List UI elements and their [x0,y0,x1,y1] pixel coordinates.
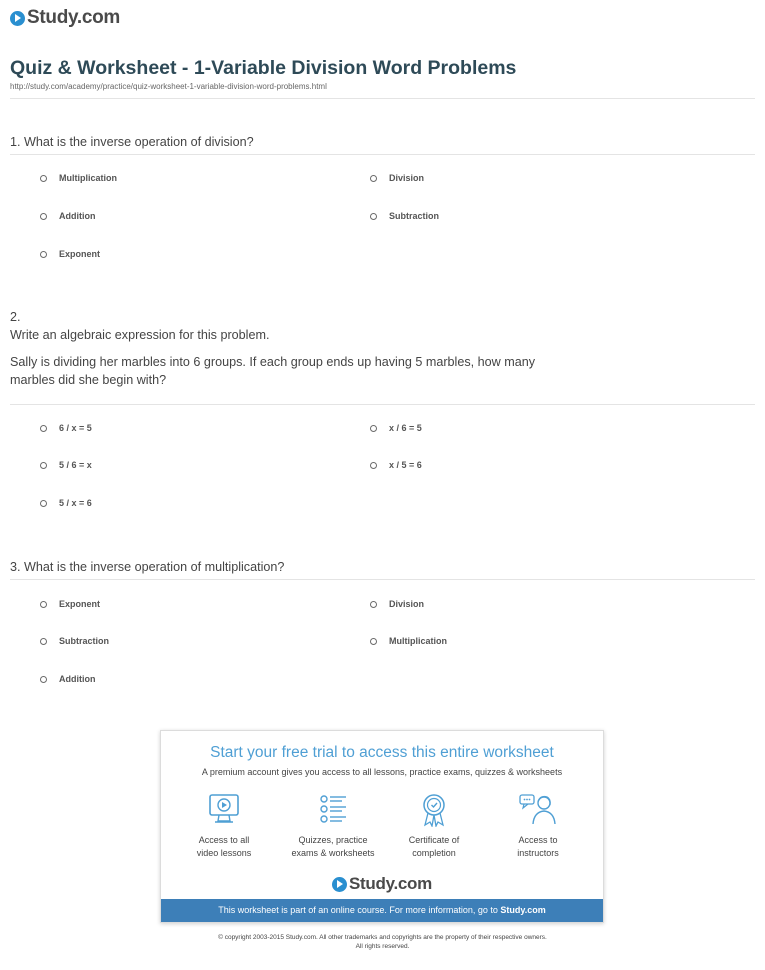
radio-icon[interactable] [40,213,47,220]
radio-icon[interactable] [40,175,47,182]
question-text: 1. What is the inverse operation of division? [10,135,254,149]
answer-option[interactable] [40,423,92,433]
option-label: Subtraction [59,636,110,646]
question-3 [10,558,284,585]
question-text: marbles did she begin with? [10,373,167,387]
answer-option[interactable] [370,599,424,609]
feature-label [278,834,388,860]
feature-line: completion [412,848,456,858]
feature-line: exams & worksheets [291,848,375,858]
radio-icon[interactable] [40,251,47,258]
question-2 [10,308,535,389]
promo-info-bar [161,899,603,922]
promo-subtitle: A premium account gives you access to all lessons, practice exams, quizzes & worksheets [201,767,563,777]
radio-icon[interactable] [40,676,47,683]
feature-video-lessons [169,793,279,860]
question-number: 2. [10,310,21,324]
radio-icon[interactable] [40,500,47,507]
option-label: 6 / x = 5 [59,423,92,433]
feature-instructors [483,793,593,860]
option-label: Multiplication [389,636,447,646]
play-logo-icon [332,877,347,892]
option-label: Subtraction [389,211,440,221]
answer-option[interactable] [370,211,439,221]
answer-option[interactable] [370,173,424,183]
option-label: Division [389,173,425,183]
answer-option[interactable] [40,249,100,259]
study-link[interactable]: Study.com [500,905,546,915]
question-text: Sally is dividing her marbles into 6 groups. If each group ends up having 5 marbles, how many [10,355,536,369]
option-label: Addition [59,674,96,684]
promo-bar-text: This worksheet is part of an online course. For more information, go to [218,905,501,915]
page-url: http://study.com/academy/practice/quiz-worksheet-1-variable-division-word-problems.html [10,82,327,91]
play-logo-icon [10,11,25,26]
instructors-icon [518,793,558,825]
option-label: Exponent [59,599,101,609]
feature-line: Quizzes, practice [298,835,368,845]
promo-title[interactable]: Start your free trial to access this entire worksheet [210,744,554,761]
feature-label [169,834,279,860]
radio-icon[interactable] [40,638,47,645]
option-label: 5 / x = 6 [59,498,92,508]
copyright-line: All rights reserved. [355,943,410,950]
study-logo[interactable] [10,7,120,29]
feature-line: Access to [518,835,558,845]
radio-icon[interactable] [370,213,377,220]
feature-label [483,834,593,860]
radio-icon[interactable] [40,601,47,608]
feature-line: video lessons [196,848,252,858]
answer-option[interactable] [370,460,422,470]
question-1 [10,133,254,160]
radio-icon[interactable] [40,462,47,469]
copyright-line: © copyright 2003-2015 Study.com. All other trademarks and copyrights are the property of their respective owners. [218,934,547,941]
answer-option[interactable] [40,460,92,470]
video-lessons-icon [207,793,241,825]
radio-icon[interactable] [370,425,377,432]
radio-icon[interactable] [370,638,377,645]
divider [10,98,755,99]
option-label: Division [389,599,425,609]
feature-line: Certificate of [408,835,460,845]
feature-quizzes [278,793,388,860]
feature-line: instructors [517,848,559,858]
radio-icon[interactable] [370,175,377,182]
answer-option[interactable] [40,599,100,609]
answer-option[interactable] [370,636,447,646]
quizzes-list-icon [316,793,350,825]
option-label: Multiplication [59,173,117,183]
radio-icon[interactable] [370,462,377,469]
promo-study-logo[interactable] [161,874,603,894]
certificate-icon [417,793,451,827]
feature-line: Access to all [198,835,250,845]
divider [10,404,755,405]
question-text: 3. What is the inverse operation of multiplication? [10,560,285,574]
copyright-footer [0,933,765,951]
answer-option[interactable] [40,173,117,183]
option-label: Addition [59,211,96,221]
answer-option[interactable] [40,674,96,684]
radio-icon[interactable] [370,601,377,608]
logo-text: Study.com [349,874,432,893]
option-label: Exponent [59,249,101,259]
answer-option[interactable] [40,636,109,646]
logo-text: Study.com [27,7,121,28]
answer-option[interactable] [40,498,92,508]
feature-label [379,834,489,860]
option-label: x / 6 = 5 [389,423,422,433]
question-text: Write an algebraic expression for this problem. [10,328,270,342]
feature-certificate [379,793,489,860]
free-trial-promo[interactable] [160,730,604,923]
page-title: Quiz & Worksheet - 1-Variable Division Word Problems [10,57,517,79]
radio-icon[interactable] [40,425,47,432]
answer-option[interactable] [40,211,96,221]
divider [10,154,755,155]
divider [10,579,755,580]
answer-option[interactable] [370,423,422,433]
option-label: 5 / 6 = x [59,460,92,470]
option-label: x / 5 = 6 [389,460,422,470]
